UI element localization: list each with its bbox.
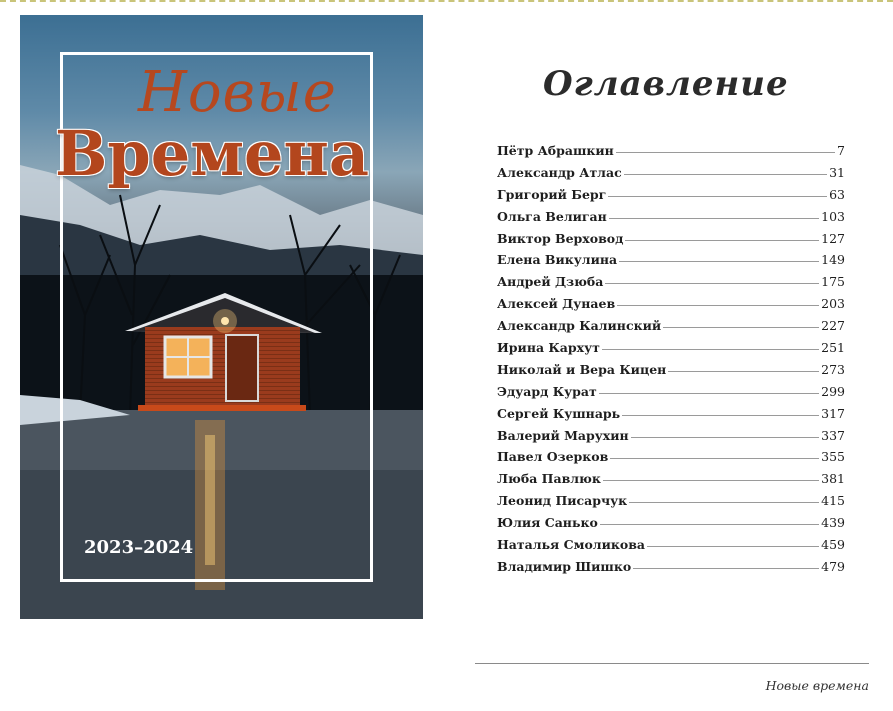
toc-entry-author: Валерий Марухин (497, 427, 629, 443)
toc-entry[interactable] (497, 296, 845, 318)
cover-title-line2: Времена (55, 117, 370, 190)
toc-entry[interactable] (497, 274, 845, 296)
page-top-dashed-border (0, 0, 893, 6)
toc-entry-leader (629, 502, 819, 503)
toc-entry-leader (631, 437, 820, 438)
toc-entry[interactable] (497, 231, 845, 253)
toc-entry-page-number: 31 (829, 164, 845, 180)
cover-title-line1: Новые (138, 60, 337, 125)
toc-entry-page-number: 415 (821, 493, 845, 509)
toc-entry-leader (624, 174, 827, 175)
toc-entry-leader (603, 480, 819, 481)
toc-entry-leader (610, 458, 819, 459)
cover-years: 2023–2024 (84, 537, 194, 558)
toc-entry-author: Юлия Санько (497, 515, 598, 531)
toc-entry[interactable] (497, 187, 845, 209)
toc-entry-page-number: 355 (821, 449, 845, 465)
toc-entry-author: Ольга Велиган (497, 208, 607, 224)
footer-divider (475, 663, 869, 664)
toc-entry-page-number: 251 (821, 340, 845, 356)
toc-entry-leader (633, 568, 819, 569)
toc-entry-leader (663, 327, 819, 328)
toc-entry-leader (602, 349, 819, 350)
toc-entry-leader (609, 218, 819, 219)
toc-entry-page-number: 7 (837, 143, 845, 158)
toc-entry-author: Николай и Вера Кицен (497, 361, 667, 377)
toc-entry-author: Владимир Шишко (497, 558, 632, 574)
toc-entry-leader (616, 152, 835, 153)
toc-entry-author: Андрей Дзюба (497, 274, 604, 290)
toc-entry-author: Александр Калинский (497, 318, 662, 334)
toc-entry-leader (625, 240, 819, 241)
toc-entry[interactable] (497, 428, 845, 450)
toc-entry-page-number: 103 (821, 208, 845, 224)
toc-entry-page-number: 127 (821, 230, 845, 246)
toc-entry-page-number: 175 (821, 274, 845, 290)
toc-entry-page-number: 337 (821, 427, 845, 443)
toc-entry-author: Пётр Абрашкин (497, 143, 614, 158)
toc-list (497, 143, 845, 581)
toc-entry-leader (622, 415, 819, 416)
toc-entry[interactable] (497, 406, 845, 428)
toc-entry-author: Эдуард Курат (497, 383, 597, 399)
toc-entry-author: Виктор Верховод (497, 230, 624, 246)
toc-entry-leader (617, 305, 819, 306)
toc-entry-leader (668, 371, 819, 372)
toc-entry[interactable] (497, 515, 845, 537)
toc-entry-author: Наталья Смоликова (497, 537, 646, 553)
toc-entry[interactable] (497, 165, 845, 187)
toc-entry[interactable] (497, 252, 845, 274)
toc-entry-page-number: 227 (821, 318, 845, 334)
toc-entry[interactable] (497, 143, 845, 165)
toc-entry-author: Григорий Берг (497, 186, 607, 202)
toc-entry-page-number: 479 (821, 558, 845, 574)
toc-entry-author: Павел Озерков (497, 449, 609, 465)
toc-entry-page-number: 459 (821, 537, 845, 553)
toc-entry[interactable] (497, 384, 845, 406)
toc-entry-leader (599, 393, 819, 394)
toc-entry-leader (608, 196, 827, 197)
footer-running-title: Новые времена (765, 678, 869, 693)
toc-entry[interactable] (497, 449, 845, 471)
toc-entry-author: Люба Павлюк (497, 471, 601, 487)
toc-entry-leader (600, 524, 819, 525)
toc-entry-page-number: 149 (821, 252, 845, 268)
toc-entry-page-number: 273 (821, 361, 845, 377)
toc-entry[interactable] (497, 559, 845, 581)
toc-entry[interactable] (497, 340, 845, 362)
toc-entry-page-number: 317 (821, 405, 845, 421)
toc-entry[interactable] (497, 537, 845, 559)
toc-entry-page-number: 299 (821, 383, 845, 399)
toc-entry-leader (619, 261, 819, 262)
toc-entry[interactable] (497, 209, 845, 231)
toc-entry-author: Алексей Дунаев (497, 296, 616, 312)
toc-entry-author: Александр Атлас (497, 164, 622, 180)
toc-entry-author: Елена Викулина (497, 252, 618, 268)
toc-entry[interactable] (497, 493, 845, 515)
toc-entry-leader (605, 283, 819, 284)
toc-entry[interactable] (497, 471, 845, 493)
toc-entry-leader (647, 546, 819, 547)
toc-entry-page-number: 63 (829, 186, 845, 202)
toc-entry-author: Сергей Кушнарь (497, 405, 621, 421)
toc-entry[interactable] (497, 318, 845, 340)
toc-entry-page-number: 203 (821, 296, 845, 312)
toc-entry-page-number: 381 (821, 471, 845, 487)
toc-entry[interactable] (497, 362, 845, 384)
toc-entry-author: Леонид Писарчук (497, 493, 628, 509)
toc-heading: Оглавление (543, 64, 789, 104)
book-cover (20, 15, 423, 619)
toc-entry-page-number: 439 (821, 515, 845, 531)
toc-entry-author: Ирина Кархут (497, 340, 600, 356)
